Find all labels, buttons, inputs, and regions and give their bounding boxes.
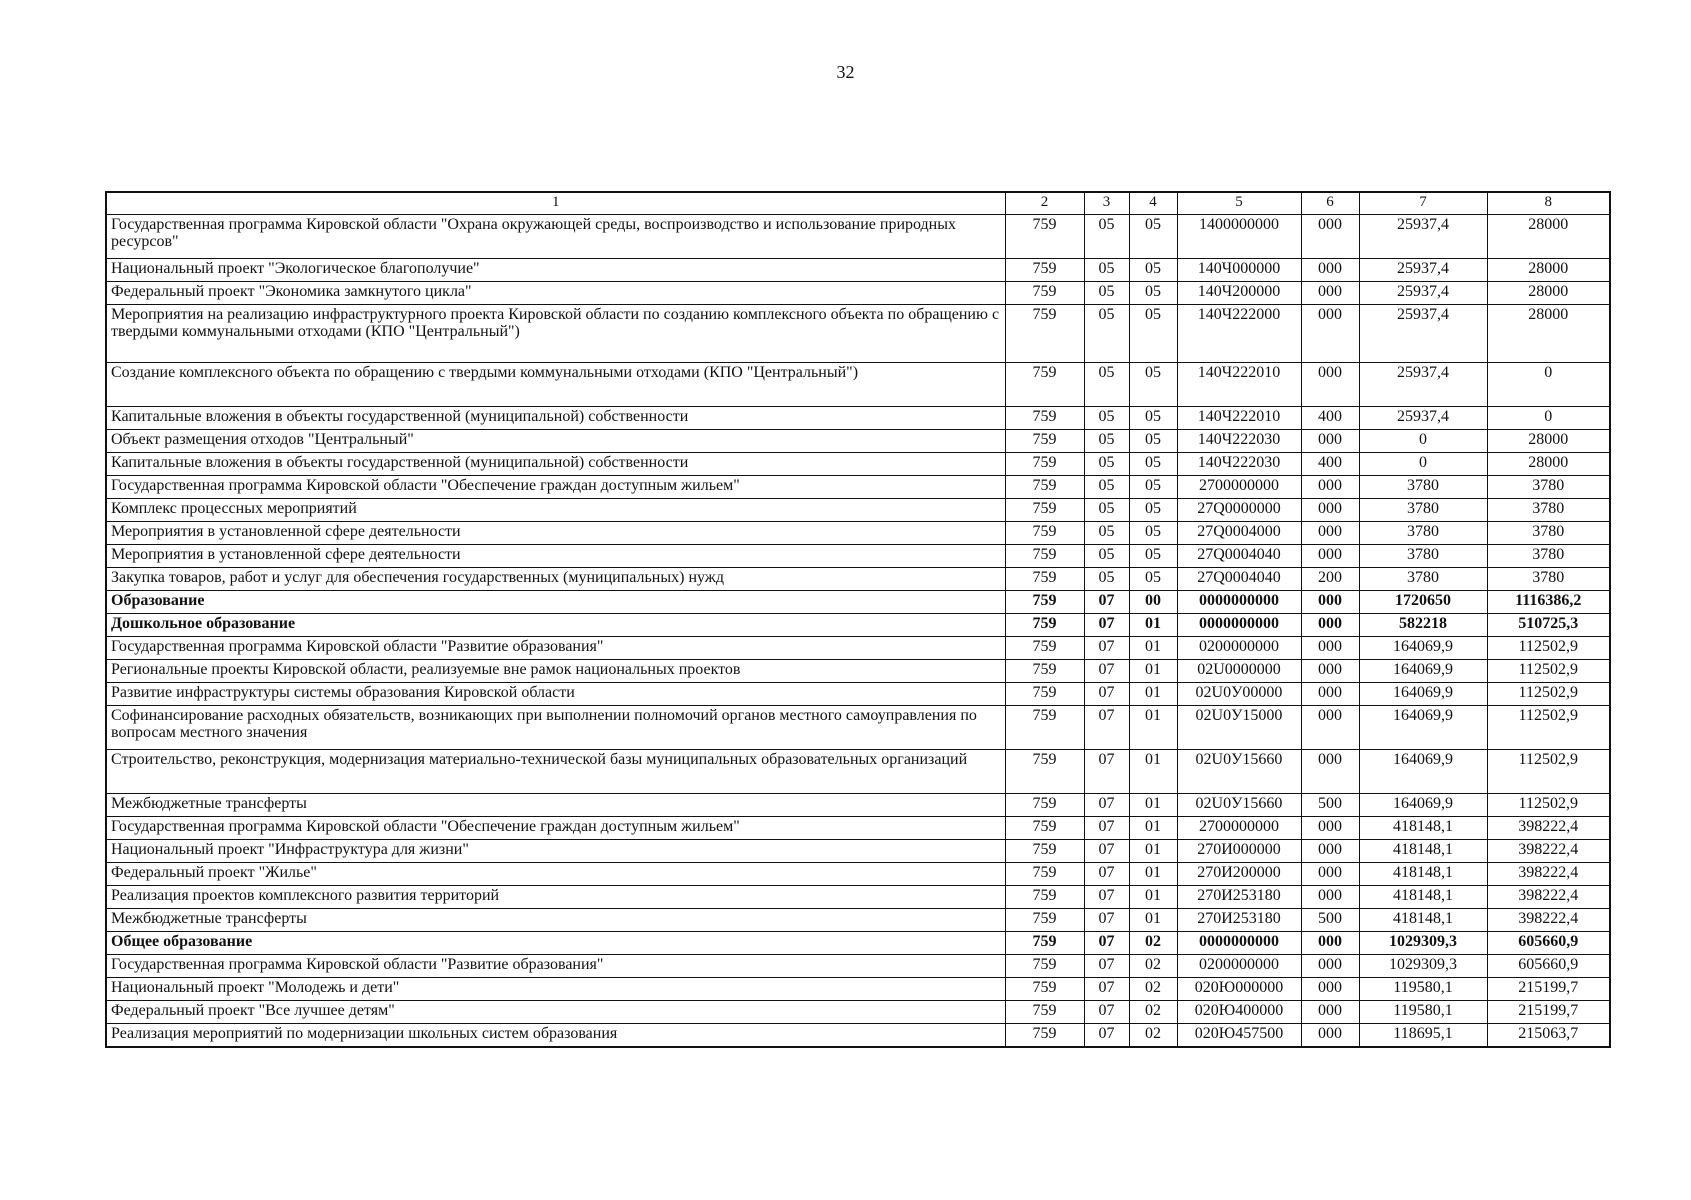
row-cell-c6: 500 <box>1301 909 1359 932</box>
row-cell-c7: 25937,4 <box>1359 363 1487 407</box>
row-cell-c8: 3780 <box>1487 545 1610 568</box>
row-cell-c7: 3780 <box>1359 545 1487 568</box>
row-cell-c8: 215063,7 <box>1487 1024 1610 1047</box>
row-cell-c2: 759 <box>1005 794 1084 817</box>
table-row <box>106 886 1610 909</box>
row-cell-c2: 759 <box>1005 863 1084 886</box>
row-cell-c5: 27Q0004000 <box>1177 522 1301 545</box>
table-row <box>106 545 1610 568</box>
row-cell-c7: 164069,9 <box>1359 637 1487 660</box>
row-cell-c2: 759 <box>1005 955 1084 978</box>
table-row <box>106 909 1610 932</box>
row-cell-c3: 05 <box>1084 363 1129 407</box>
row-cell-c6: 000 <box>1301 476 1359 499</box>
page-number: 32 <box>836 62 855 82</box>
budget-table <box>105 191 1611 1048</box>
row-cell-c2: 759 <box>1005 407 1084 430</box>
row-cell-c8: 398222,4 <box>1487 909 1610 932</box>
row-cell-c7: 164069,9 <box>1359 683 1487 706</box>
row-cell-c4: 01 <box>1129 706 1177 750</box>
row-cell-c6: 000 <box>1301 683 1359 706</box>
row-cell-c8: 112502,9 <box>1487 706 1610 750</box>
row-cell-c6: 000 <box>1301 259 1359 282</box>
row-cell-c4: 05 <box>1129 407 1177 430</box>
row-cell-c2: 759 <box>1005 215 1084 259</box>
table-row <box>106 660 1610 683</box>
row-cell-c6: 000 <box>1301 637 1359 660</box>
row-name-cell: Мероприятия на реализацию инфраструктурного проекта Кировской области по созданию комплексного объекта по обращению с твердыми коммунальными отходами (КПО "Центральный") <box>106 305 1005 363</box>
row-cell-c6: 000 <box>1301 932 1359 955</box>
row-cell-c8: 398222,4 <box>1487 817 1610 840</box>
row-cell-c6: 000 <box>1301 363 1359 407</box>
row-name-cell: Федеральный проект "Все лучшее детям" <box>106 1001 1005 1024</box>
table-row <box>106 794 1610 817</box>
row-cell-c8: 112502,9 <box>1487 794 1610 817</box>
row-cell-c6: 000 <box>1301 591 1359 614</box>
row-cell-c4: 05 <box>1129 305 1177 363</box>
row-cell-c5: 0000000000 <box>1177 932 1301 955</box>
row-cell-c3: 05 <box>1084 568 1129 591</box>
row-cell-c2: 759 <box>1005 305 1084 363</box>
row-cell-c3: 07 <box>1084 794 1129 817</box>
row-cell-c3: 05 <box>1084 545 1129 568</box>
row-cell-c5: 0200000000 <box>1177 637 1301 660</box>
row-cell-c3: 07 <box>1084 817 1129 840</box>
row-cell-c2: 759 <box>1005 259 1084 282</box>
row-cell-c2: 759 <box>1005 637 1084 660</box>
row-cell-c3: 07 <box>1084 706 1129 750</box>
row-cell-c5: 02U0У15660 <box>1177 794 1301 817</box>
row-cell-c5: 27Q0000000 <box>1177 499 1301 522</box>
row-cell-c3: 07 <box>1084 591 1129 614</box>
table-row <box>106 863 1610 886</box>
table-row <box>106 591 1610 614</box>
row-cell-c7: 3780 <box>1359 476 1487 499</box>
row-cell-c6: 000 <box>1301 840 1359 863</box>
row-cell-c7: 418148,1 <box>1359 909 1487 932</box>
table-row <box>106 568 1610 591</box>
row-cell-c7: 3780 <box>1359 499 1487 522</box>
table-row <box>106 1001 1610 1024</box>
table-row <box>106 407 1610 430</box>
row-cell-c8: 28000 <box>1487 259 1610 282</box>
row-cell-c8: 28000 <box>1487 453 1610 476</box>
row-cell-c2: 759 <box>1005 1001 1084 1024</box>
row-cell-c2: 759 <box>1005 545 1084 568</box>
row-name-cell: Образование <box>106 591 1005 614</box>
row-cell-c3: 07 <box>1084 909 1129 932</box>
row-cell-c8: 28000 <box>1487 430 1610 453</box>
row-cell-c3: 07 <box>1084 840 1129 863</box>
row-cell-c5: 02U0У15660 <box>1177 750 1301 794</box>
row-cell-c5: 27Q0004040 <box>1177 545 1301 568</box>
row-cell-c3: 05 <box>1084 499 1129 522</box>
row-cell-c5: 2700000000 <box>1177 817 1301 840</box>
row-cell-c5: 020Ю457500 <box>1177 1024 1301 1047</box>
table-row <box>106 750 1610 794</box>
row-cell-c7: 0 <box>1359 453 1487 476</box>
row-cell-c4: 01 <box>1129 840 1177 863</box>
row-name-cell: Закупка товаров, работ и услуг для обеспечения государственных (муниципальных) нужд <box>106 568 1005 591</box>
row-cell-c6: 000 <box>1301 499 1359 522</box>
row-name-cell: Капитальные вложения в объекты государственной (муниципальной) собственности <box>106 407 1005 430</box>
row-cell-c3: 05 <box>1084 305 1129 363</box>
table-row <box>106 637 1610 660</box>
row-cell-c2: 759 <box>1005 453 1084 476</box>
row-cell-c8: 0 <box>1487 363 1610 407</box>
table-row <box>106 932 1610 955</box>
row-cell-c8: 3780 <box>1487 476 1610 499</box>
row-name-cell: Межбюджетные трансферты <box>106 794 1005 817</box>
row-cell-c3: 05 <box>1084 453 1129 476</box>
row-name-cell: Софинансирование расходных обязательств, возникающих при выполнении полномочий органов местного самоуправления по вопросам местного значения <box>106 706 1005 750</box>
row-cell-c8: 112502,9 <box>1487 637 1610 660</box>
row-cell-c8: 0 <box>1487 407 1610 430</box>
row-cell-c3: 07 <box>1084 1001 1129 1024</box>
table-row <box>106 430 1610 453</box>
row-name-cell: Национальный проект "Инфраструктура для жизни" <box>106 840 1005 863</box>
row-cell-c7: 25937,4 <box>1359 282 1487 305</box>
row-cell-c3: 05 <box>1084 282 1129 305</box>
row-cell-c6: 000 <box>1301 545 1359 568</box>
table-row <box>106 522 1610 545</box>
table-row <box>106 259 1610 282</box>
row-cell-c2: 759 <box>1005 282 1084 305</box>
row-cell-c3: 07 <box>1084 955 1129 978</box>
row-cell-c6: 500 <box>1301 794 1359 817</box>
row-cell-c5: 140Ч222030 <box>1177 430 1301 453</box>
table-row <box>106 282 1610 305</box>
row-cell-c3: 07 <box>1084 637 1129 660</box>
row-name-cell: Реализация проектов комплексного развития территорий <box>106 886 1005 909</box>
row-cell-c6: 000 <box>1301 1001 1359 1024</box>
row-cell-c5: 02U0У00000 <box>1177 683 1301 706</box>
row-cell-c5: 270И000000 <box>1177 840 1301 863</box>
row-name-cell: Мероприятия в установленной сфере деятельности <box>106 545 1005 568</box>
row-name-cell: Создание комплексного объекта по обращению с твердыми коммунальными отходами (КПО "Центральный") <box>106 363 1005 407</box>
row-cell-c7: 418148,1 <box>1359 817 1487 840</box>
row-cell-c5: 0000000000 <box>1177 591 1301 614</box>
row-cell-c2: 759 <box>1005 363 1084 407</box>
row-cell-c5: 02U0У15000 <box>1177 706 1301 750</box>
row-cell-c4: 05 <box>1129 522 1177 545</box>
row-cell-c8: 3780 <box>1487 499 1610 522</box>
row-cell-c8: 510725,3 <box>1487 614 1610 637</box>
row-name-cell: Общее образование <box>106 932 1005 955</box>
row-cell-c2: 759 <box>1005 817 1084 840</box>
row-cell-c4: 01 <box>1129 750 1177 794</box>
row-cell-c2: 759 <box>1005 660 1084 683</box>
row-cell-c4: 01 <box>1129 683 1177 706</box>
row-cell-c7: 25937,4 <box>1359 259 1487 282</box>
row-cell-c7: 25937,4 <box>1359 215 1487 259</box>
row-cell-c6: 000 <box>1301 660 1359 683</box>
row-cell-c4: 05 <box>1129 282 1177 305</box>
row-cell-c5: 270И253180 <box>1177 909 1301 932</box>
row-cell-c2: 759 <box>1005 1024 1084 1047</box>
row-cell-c4: 02 <box>1129 1024 1177 1047</box>
row-cell-c2: 759 <box>1005 499 1084 522</box>
row-cell-c8: 1116386,2 <box>1487 591 1610 614</box>
row-cell-c3: 07 <box>1084 660 1129 683</box>
row-cell-c2: 759 <box>1005 614 1084 637</box>
row-name-cell: Федеральный проект "Экономика замкнутого цикла" <box>106 282 1005 305</box>
row-cell-c7: 119580,1 <box>1359 1001 1487 1024</box>
row-cell-c7: 25937,4 <box>1359 305 1487 363</box>
header-cell: 8 <box>1487 192 1610 215</box>
row-cell-c4: 05 <box>1129 259 1177 282</box>
row-cell-c6: 000 <box>1301 750 1359 794</box>
row-cell-c3: 07 <box>1084 863 1129 886</box>
row-cell-c3: 07 <box>1084 614 1129 637</box>
row-cell-c3: 07 <box>1084 932 1129 955</box>
row-cell-c6: 000 <box>1301 215 1359 259</box>
row-cell-c2: 759 <box>1005 430 1084 453</box>
row-cell-c7: 418148,1 <box>1359 840 1487 863</box>
row-cell-c8: 112502,9 <box>1487 660 1610 683</box>
header-row <box>106 192 1610 215</box>
row-cell-c8: 605660,9 <box>1487 955 1610 978</box>
table-row <box>106 840 1610 863</box>
row-cell-c8: 3780 <box>1487 568 1610 591</box>
row-name-cell: Федеральный проект "Жилье" <box>106 863 1005 886</box>
row-cell-c2: 759 <box>1005 840 1084 863</box>
table-row <box>106 476 1610 499</box>
row-name-cell: Объект размещения отходов "Центральный" <box>106 430 1005 453</box>
row-cell-c4: 01 <box>1129 863 1177 886</box>
row-cell-c7: 1720650 <box>1359 591 1487 614</box>
row-cell-c5: 270И253180 <box>1177 886 1301 909</box>
row-name-cell: Реализация мероприятий по модернизации школьных систем образования <box>106 1024 1005 1047</box>
row-cell-c2: 759 <box>1005 909 1084 932</box>
row-cell-c5: 140Ч222000 <box>1177 305 1301 363</box>
row-cell-c4: 01 <box>1129 660 1177 683</box>
row-cell-c7: 3780 <box>1359 522 1487 545</box>
row-name-cell: Капитальные вложения в объекты государственной (муниципальной) собственности <box>106 453 1005 476</box>
table-row <box>106 215 1610 259</box>
table-row <box>106 955 1610 978</box>
row-cell-c4: 01 <box>1129 637 1177 660</box>
row-name-cell: Комплекс процессных мероприятий <box>106 499 1005 522</box>
row-cell-c6: 200 <box>1301 568 1359 591</box>
row-cell-c8: 605660,9 <box>1487 932 1610 955</box>
row-cell-c3: 07 <box>1084 1024 1129 1047</box>
row-cell-c4: 01 <box>1129 886 1177 909</box>
row-cell-c8: 398222,4 <box>1487 863 1610 886</box>
row-cell-c3: 07 <box>1084 886 1129 909</box>
row-name-cell: Государственная программа Кировской области "Охрана окружающей среды, воспроизводство и использование природных ресурсов" <box>106 215 1005 259</box>
row-cell-c3: 05 <box>1084 476 1129 499</box>
row-cell-c8: 28000 <box>1487 282 1610 305</box>
row-cell-c6: 000 <box>1301 978 1359 1001</box>
row-cell-c4: 02 <box>1129 1001 1177 1024</box>
row-cell-c7: 582218 <box>1359 614 1487 637</box>
row-name-cell: Государственная программа Кировской области "Развитие образования" <box>106 637 1005 660</box>
row-cell-c5: 1400000000 <box>1177 215 1301 259</box>
table-row <box>106 305 1610 363</box>
row-name-cell: Национальный проект "Молодежь и дети" <box>106 978 1005 1001</box>
row-cell-c4: 02 <box>1129 978 1177 1001</box>
row-cell-c4: 01 <box>1129 614 1177 637</box>
row-cell-c3: 05 <box>1084 522 1129 545</box>
row-cell-c2: 759 <box>1005 683 1084 706</box>
row-cell-c2: 759 <box>1005 932 1084 955</box>
row-cell-c4: 01 <box>1129 794 1177 817</box>
row-name-cell: Мероприятия в установленной сфере деятельности <box>106 522 1005 545</box>
header-cell: 2 <box>1005 192 1084 215</box>
row-cell-c5: 270И200000 <box>1177 863 1301 886</box>
row-cell-c6: 000 <box>1301 1024 1359 1047</box>
row-cell-c5: 140Ч222030 <box>1177 453 1301 476</box>
row-cell-c7: 418148,1 <box>1359 863 1487 886</box>
header-cell: 6 <box>1301 192 1359 215</box>
row-cell-c4: 01 <box>1129 909 1177 932</box>
row-cell-c5: 140Ч222010 <box>1177 363 1301 407</box>
row-cell-c7: 418148,1 <box>1359 886 1487 909</box>
row-cell-c8: 112502,9 <box>1487 750 1610 794</box>
row-cell-c7: 0 <box>1359 430 1487 453</box>
row-cell-c8: 28000 <box>1487 305 1610 363</box>
row-cell-c5: 020Ю000000 <box>1177 978 1301 1001</box>
row-name-cell: Государственная программа Кировской области "Развитие образования" <box>106 955 1005 978</box>
row-cell-c5: 020Ю400000 <box>1177 1001 1301 1024</box>
row-cell-c2: 759 <box>1005 886 1084 909</box>
row-cell-c6: 000 <box>1301 706 1359 750</box>
row-name-cell: Государственная программа Кировской области "Обеспечение граждан доступным жильем" <box>106 476 1005 499</box>
budget-table-body <box>106 192 1610 1047</box>
row-cell-c6: 000 <box>1301 282 1359 305</box>
row-cell-c8: 112502,9 <box>1487 683 1610 706</box>
table-row <box>106 706 1610 750</box>
row-name-cell: Национальный проект "Экологическое благополучие" <box>106 259 1005 282</box>
row-cell-c4: 05 <box>1129 453 1177 476</box>
row-cell-c6: 400 <box>1301 407 1359 430</box>
row-cell-c2: 759 <box>1005 476 1084 499</box>
row-cell-c6: 000 <box>1301 522 1359 545</box>
row-cell-c6: 400 <box>1301 453 1359 476</box>
row-cell-c5: 02U0000000 <box>1177 660 1301 683</box>
row-cell-c8: 398222,4 <box>1487 886 1610 909</box>
row-cell-c2: 759 <box>1005 591 1084 614</box>
header-cell: 5 <box>1177 192 1301 215</box>
row-cell-c4: 02 <box>1129 932 1177 955</box>
row-cell-c4: 05 <box>1129 499 1177 522</box>
row-cell-c5: 2700000000 <box>1177 476 1301 499</box>
header-cell: 7 <box>1359 192 1487 215</box>
row-cell-c4: 05 <box>1129 215 1177 259</box>
header-cell: 3 <box>1084 192 1129 215</box>
row-cell-c7: 164069,9 <box>1359 794 1487 817</box>
table-row <box>106 817 1610 840</box>
table-row <box>106 683 1610 706</box>
row-cell-c3: 07 <box>1084 750 1129 794</box>
row-name-cell: Развитие инфраструктуры системы образования Кировской области <box>106 683 1005 706</box>
row-cell-c5: 27Q0004040 <box>1177 568 1301 591</box>
row-cell-c5: 0000000000 <box>1177 614 1301 637</box>
row-cell-c4: 05 <box>1129 568 1177 591</box>
row-cell-c2: 759 <box>1005 978 1084 1001</box>
table-row <box>106 978 1610 1001</box>
row-cell-c3: 07 <box>1084 683 1129 706</box>
row-cell-c7: 1029309,3 <box>1359 955 1487 978</box>
table-row <box>106 499 1610 522</box>
row-cell-c3: 05 <box>1084 407 1129 430</box>
row-cell-c2: 759 <box>1005 568 1084 591</box>
row-cell-c3: 07 <box>1084 978 1129 1001</box>
row-cell-c5: 140Ч222010 <box>1177 407 1301 430</box>
header-cell: 4 <box>1129 192 1177 215</box>
row-cell-c4: 05 <box>1129 476 1177 499</box>
row-cell-c2: 759 <box>1005 750 1084 794</box>
row-cell-c6: 000 <box>1301 430 1359 453</box>
row-cell-c4: 05 <box>1129 363 1177 407</box>
row-cell-c4: 02 <box>1129 955 1177 978</box>
row-cell-c7: 118695,1 <box>1359 1024 1487 1047</box>
table-row <box>106 363 1610 407</box>
row-cell-c6: 000 <box>1301 305 1359 363</box>
row-cell-c8: 398222,4 <box>1487 840 1610 863</box>
row-cell-c5: 140Ч200000 <box>1177 282 1301 305</box>
header-cell: 1 <box>106 192 1005 215</box>
row-cell-c7: 3780 <box>1359 568 1487 591</box>
row-name-cell: Строительство, реконструкция, модернизация материально-технической базы муниципальных образовательных организаций <box>106 750 1005 794</box>
row-name-cell: Межбюджетные трансферты <box>106 909 1005 932</box>
row-cell-c2: 759 <box>1005 522 1084 545</box>
row-cell-c2: 759 <box>1005 706 1084 750</box>
row-cell-c8: 215199,7 <box>1487 1001 1610 1024</box>
row-cell-c3: 05 <box>1084 215 1129 259</box>
row-cell-c7: 25937,4 <box>1359 407 1487 430</box>
row-cell-c6: 000 <box>1301 863 1359 886</box>
row-cell-c7: 164069,9 <box>1359 750 1487 794</box>
row-cell-c3: 05 <box>1084 430 1129 453</box>
row-cell-c8: 3780 <box>1487 522 1610 545</box>
row-cell-c7: 164069,9 <box>1359 706 1487 750</box>
table-row <box>106 453 1610 476</box>
row-cell-c6: 000 <box>1301 955 1359 978</box>
row-cell-c6: 000 <box>1301 886 1359 909</box>
row-cell-c8: 28000 <box>1487 215 1610 259</box>
table-row <box>106 1024 1610 1047</box>
row-cell-c4: 01 <box>1129 817 1177 840</box>
row-cell-c4: 00 <box>1129 591 1177 614</box>
row-name-cell: Дошкольное образование <box>106 614 1005 637</box>
row-cell-c6: 000 <box>1301 614 1359 637</box>
row-cell-c7: 164069,9 <box>1359 660 1487 683</box>
row-cell-c5: 0200000000 <box>1177 955 1301 978</box>
row-cell-c3: 05 <box>1084 259 1129 282</box>
row-cell-c8: 215199,7 <box>1487 978 1610 1001</box>
row-cell-c5: 140Ч000000 <box>1177 259 1301 282</box>
row-name-cell: Государственная программа Кировской области "Обеспечение граждан доступным жильем" <box>106 817 1005 840</box>
row-cell-c7: 1029309,3 <box>1359 932 1487 955</box>
row-name-cell: Региональные проекты Кировской области, реализуемые вне рамок национальных проектов <box>106 660 1005 683</box>
row-cell-c7: 119580,1 <box>1359 978 1487 1001</box>
row-cell-c4: 05 <box>1129 545 1177 568</box>
table-row <box>106 614 1610 637</box>
row-cell-c6: 000 <box>1301 817 1359 840</box>
row-cell-c4: 05 <box>1129 430 1177 453</box>
